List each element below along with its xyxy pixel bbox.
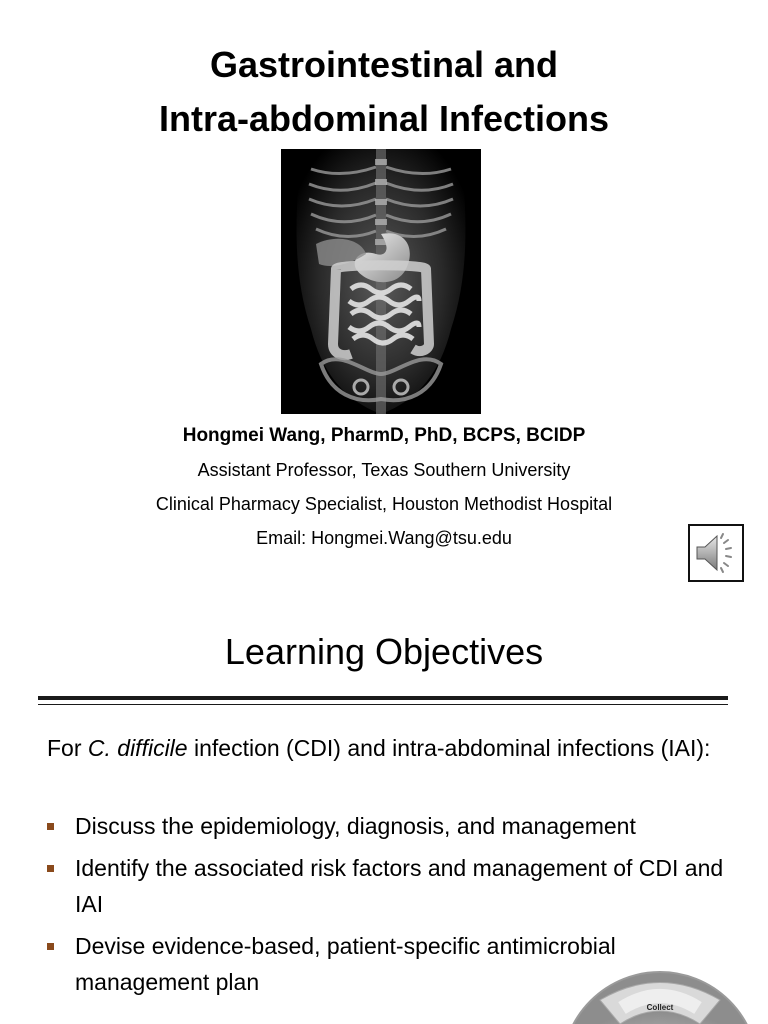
title-divider-thin <box>38 704 728 705</box>
objectives-intro <box>47 730 737 766</box>
affiliation-professor: Assistant Professor, Texas Southern University <box>197 460 571 480</box>
audio-playback-button[interactable] <box>688 524 744 582</box>
slide-title <box>0 38 768 146</box>
objective-text: Discuss the epidemiology, diagnosis, and management <box>75 813 636 839</box>
affiliation-specialist: Clinical Pharmacy Specialist, Houston Methodist Hospital <box>155 494 613 514</box>
author-name: Hongmei Wang, PharmD, PhD, BCPS, BCIDP <box>182 425 586 446</box>
title-line-2: Intra-abdominal Infections <box>158 98 610 139</box>
bullet-square-icon <box>47 865 54 872</box>
objectives-title: Learning Objectives <box>224 631 544 672</box>
list-item <box>47 850 747 922</box>
author-email: Email: Hongmei.Wang@tsu.edu <box>256 528 512 548</box>
intro-for: For <box>47 735 82 761</box>
title-divider-thick <box>38 696 728 700</box>
title-line-1: Gastrointestinal and <box>209 44 559 85</box>
intro-organism: C. difficile <box>87 735 188 761</box>
objective-text: Identify the associated risk factors and management of CDI and IAI <box>75 855 724 917</box>
abdominal-anatomy-image <box>281 149 481 414</box>
learning-objectives-slide <box>0 600 768 1024</box>
bullet-square-icon <box>47 943 54 950</box>
list-item <box>47 808 747 844</box>
bullet-square-icon <box>47 823 54 830</box>
objective-text: Devise evidence-based, patient-specific antimicrobial management plan <box>75 933 616 995</box>
speaker-icon <box>690 526 742 580</box>
pharmacist-process-cycle-graphic <box>560 970 760 1024</box>
intro-rest: infection (CDI) and intra-abdominal infections (IAI): <box>193 735 711 761</box>
cycle-label: Collect <box>646 1003 674 1012</box>
